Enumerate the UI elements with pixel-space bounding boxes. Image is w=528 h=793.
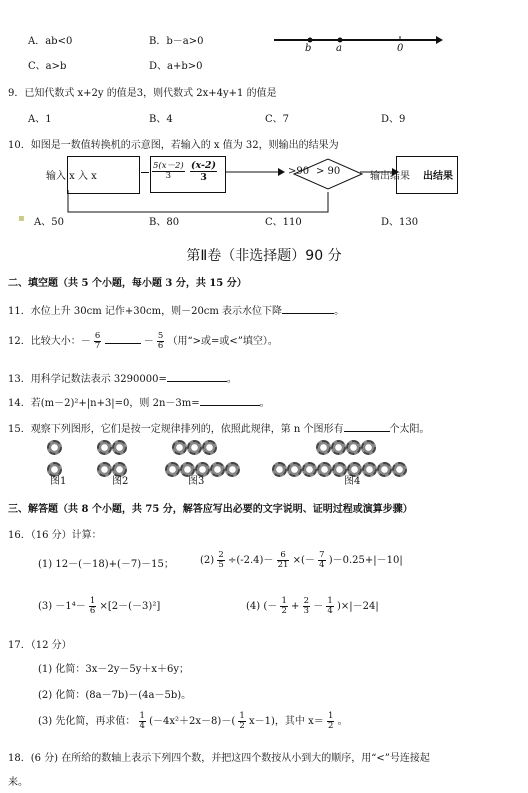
q17-3-end: 。 — [337, 716, 348, 727]
q17-part3 — [38, 712, 348, 731]
number-line — [272, 30, 444, 58]
fig3-label: 图3 — [188, 476, 205, 487]
flow-loop-back — [66, 190, 346, 220]
q17-3-frac3-num: 1 — [327, 711, 334, 721]
q12-minus: － — [143, 336, 154, 347]
sun-icon — [210, 462, 225, 477]
flow-expr2 — [190, 160, 217, 183]
q16-4-op2: － — [313, 601, 324, 612]
q12-frac2-den: 6 — [157, 341, 164, 351]
q12-frac1-num: 6 — [94, 331, 101, 341]
q10-stem: 10．如图是一数值转换机的示意图，若输入的 x 值为 32，则输出的结果为 — [8, 140, 339, 151]
sun-icon — [47, 440, 62, 455]
sun-icon — [362, 462, 377, 477]
sun-icon — [272, 462, 287, 477]
q16-2-frac2-den: 21 — [277, 560, 289, 570]
fig2-label: 图2 — [112, 476, 129, 487]
q10-option-a: A、50 — [34, 217, 64, 228]
q16-2-frac3-den: 4 — [319, 560, 325, 570]
q17-3-frac2-den: 2 — [239, 721, 245, 731]
q16-title: 16．（16 分）计算： — [8, 530, 102, 541]
q13-text: 13．用科学记数法表示 3290000= — [8, 374, 167, 385]
q16-4-frac1-num: 1 — [281, 596, 287, 606]
q18-text-cont: 来。 — [8, 777, 28, 788]
q14-answer-blank[interactable] — [200, 395, 260, 406]
q17-3-frac3-den: 2 — [327, 721, 334, 731]
sec3-title: 三、解答题（共 8 个小题，共 75 分，解答应写出必要的文字说明、证明过程或演算步骤） — [8, 504, 413, 515]
q16-3-frac-den: 6 — [89, 606, 96, 616]
sun-icon — [346, 440, 361, 455]
q18-text: 18．(6 分) 在所给的数轴上表示下列四个数，并把这四个数按从小到大的顺序，用“<”号连接起 — [8, 753, 430, 764]
sun-icon — [331, 440, 346, 455]
sun-icon — [317, 462, 332, 477]
q17-3-prefix: (3) 先化简，再求值： — [38, 716, 136, 727]
q16-4-frac3-num: 1 — [327, 596, 333, 606]
q8-option-c: C、a>b — [28, 61, 67, 72]
bullet-mark: ▪ — [18, 213, 25, 224]
q15-tail: 个太阳。 — [389, 424, 430, 435]
q16-2-frac1-num: 2 — [218, 550, 224, 560]
q16-2-label: (2) — [200, 555, 215, 566]
q14-text: 14．若(m－2)²+|n+3|=0，则 2n－3m= — [8, 398, 200, 409]
expr2-numerator: (x-2) — [191, 160, 217, 171]
q16-4-frac2-den: 3 — [303, 606, 310, 616]
q12-frac2-num: 5 — [157, 331, 164, 341]
flow-expr — [152, 162, 185, 181]
fig1-label: 图1 — [50, 476, 67, 487]
expr-denominator: 3 — [165, 171, 172, 181]
q17-title: 17．（12 分） — [8, 640, 72, 651]
sun-icon — [377, 462, 392, 477]
sun-icon — [361, 440, 376, 455]
q16-part3 — [38, 597, 160, 616]
flow-output-label-2: 出结果 — [423, 171, 453, 182]
sun-icon — [112, 440, 127, 455]
flow-condition-label: >90 — [288, 166, 310, 177]
q17-3-frac1-num: 1 — [139, 711, 145, 721]
part2-title: 第Ⅱ卷（非选择题）90 分 — [186, 248, 342, 264]
q13: 13．用科学记数法表示 3290000= 。 — [8, 370, 237, 385]
q16-4-frac2-num: 2 — [303, 596, 310, 606]
q8-option-a: A．ab<0 — [28, 36, 73, 47]
flow-condition-text: > 90 — [316, 166, 341, 177]
q9-option-a: A、1 — [28, 114, 52, 125]
q11-answer-blank[interactable] — [282, 303, 334, 314]
numline-label-0: 0 — [397, 43, 404, 54]
fig4-label: 图4 — [344, 476, 361, 487]
q11-text: 11．水位上升 30cm 记作+30cm，则－20cm 表示水位下降 — [8, 306, 283, 317]
q16-part2 — [200, 551, 403, 570]
q17-3-frac1-den: 4 — [139, 721, 145, 731]
q16-2-frac1-den: 5 — [218, 560, 224, 570]
expr2-denominator: 3 — [200, 172, 207, 183]
sun-icon — [172, 440, 187, 455]
sun-icon — [316, 440, 331, 455]
sun-icon — [97, 440, 112, 455]
sun-icon — [287, 462, 302, 477]
q17-3-mid2: x－1)，其中 x＝ — [249, 716, 324, 727]
q9-option-c: C、7 — [265, 114, 290, 125]
q15 — [8, 420, 430, 435]
q9-option-b: B、4 — [149, 114, 173, 125]
q13-answer-blank[interactable] — [167, 371, 227, 382]
q16-part1: (1) 12－(－18)+(－7)－15； — [38, 559, 174, 570]
fig4-suns — [272, 440, 407, 480]
q15-text: 15．观察下列图形，它们是按一定规律排列的，依照此规律，第 n 个图形有 — [8, 424, 344, 435]
q16-2-op1: ÷(-2.4)－ — [227, 555, 274, 566]
q16-3-frac-num: 1 — [89, 596, 96, 606]
flow-arrow-right — [226, 164, 286, 178]
q16-4-frac3-den: 4 — [327, 606, 333, 616]
q8-option-b: B．b－a>0 — [149, 36, 204, 47]
q12 — [8, 332, 278, 351]
sun-icon — [97, 462, 112, 477]
numline-label-b: b — [305, 43, 312, 54]
q16-2-frac2-num: 6 — [277, 551, 290, 561]
q9-option-d: D、9 — [381, 114, 406, 125]
q11: 11．水位上升 30cm 记作+30cm，则－20cm 表示水位下降 。 — [8, 302, 344, 317]
sun-icon — [302, 462, 317, 477]
q16-2-frac3-num: 7 — [319, 550, 325, 560]
q9-stem: 9．已知代数式 x+2y 的值是3，则代数式 2x+4y+1 的值是 — [8, 88, 277, 99]
q15-answer-blank[interactable] — [344, 421, 390, 432]
q17-3-mid: (－4x²＋2x－8)－( — [149, 716, 236, 727]
q10-option-c: C、110 — [265, 217, 302, 228]
q12-answer-blank[interactable] — [105, 333, 141, 344]
q17-3-frac2-num: 1 — [239, 711, 245, 721]
sun-icon — [225, 462, 240, 477]
q17-part2: (2) 化简：(8a－7b)－(4a－5b)。 — [38, 690, 192, 701]
q8-option-d: D、a+b>0 — [149, 61, 203, 72]
q16-2-op2: ×(－ — [292, 555, 315, 566]
sec2-title: 二、填空题（共 5 个小题，每小题 3 分，共 15 分） — [8, 278, 247, 289]
numline-label-a: a — [336, 43, 342, 54]
q16-2-tail: )－0.25+|－10| — [328, 555, 403, 566]
flow-arrow — [141, 172, 149, 173]
sun-icon — [392, 462, 407, 477]
flow-output-label: 输出结果 — [370, 171, 410, 182]
q12-frac1-den: 7 — [94, 341, 101, 351]
q16-3-prefix: (3) －1⁴－ — [38, 601, 86, 612]
q16-4-tail: )×|－24| — [337, 601, 379, 612]
sun-icon — [202, 440, 217, 455]
q12-prefix: 12．比较大小：－ — [8, 336, 91, 347]
q12-suffix: （用“>或=或<”填空）。 — [167, 336, 278, 347]
q14: 14．若(m－2)²+|n+3|=0，则 2n－3m= 。 — [8, 394, 270, 409]
sun-icon — [187, 440, 202, 455]
q16-4-frac1-den: 2 — [281, 606, 287, 616]
q16-4-prefix: (4) (－ — [246, 601, 278, 612]
sun-icon — [165, 462, 180, 477]
q10-option-b: B、80 — [149, 217, 180, 228]
q10-option-d: D、130 — [381, 217, 419, 228]
q16-3-tail: ×[2－(－3)²] — [99, 601, 161, 612]
q16-4-op1: + — [291, 601, 300, 612]
q17-part1: (1) 化简：3x－2y－5y＋x＋6y； — [38, 664, 190, 675]
flow-input-label: 输入 x 入 x — [46, 171, 97, 182]
q16-part4 — [246, 597, 379, 616]
expr-numerator: 5(x－2) — [153, 161, 184, 171]
